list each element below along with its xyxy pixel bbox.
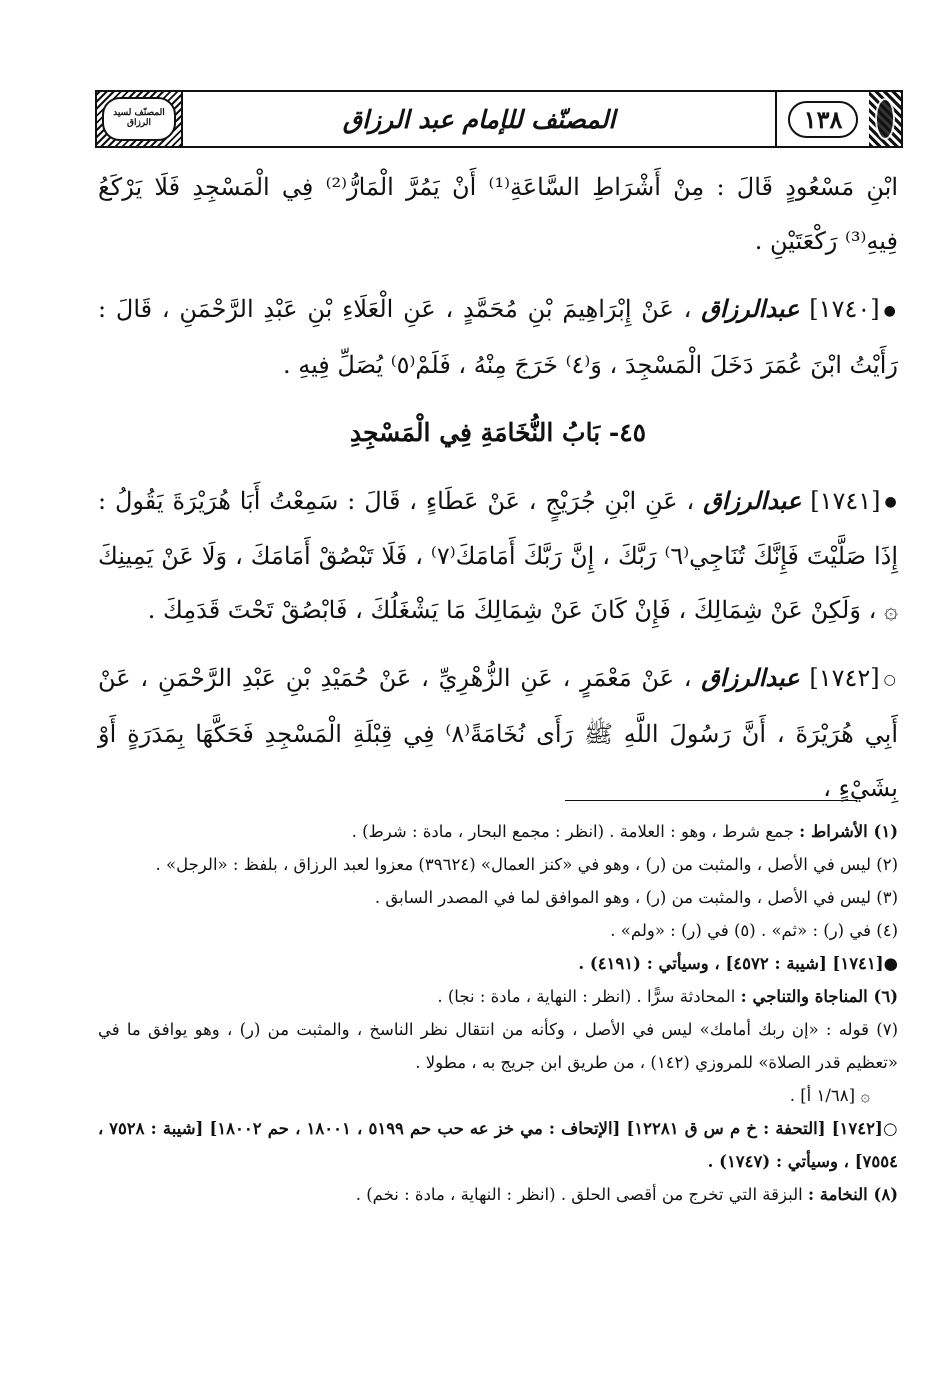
footnote-6 bbox=[98, 980, 898, 1013]
header-title-box bbox=[181, 92, 777, 146]
footnote-text: جمع شرط ، وهو : العلامة . (انظر : مجمع البحار ، مادة : شرط) . bbox=[351, 822, 794, 841]
footnote-1 bbox=[98, 815, 898, 848]
hadith-text: ، عَنِ ابْنِ جُرَيْجٍ ، عَنْ عَطَاءٍ ، قَالَ : سَمِعْتُ أَبَا هُرَيْرَةَ يَقُولُ : إِذَا صَلَّيْتَ فَإِنَّكَ تُنَاجِي⁽٦⁾ رَبَّكَ ، إِنَّ رَبَّكَ أَمَامَكَ⁽٧⁾ ، فَلَا تَبْصُقْ أَمَامَكَ ، وَلَا عَنْ يَمِينِكَ ۞ ، وَلَكِنْ عَنْ شِمَالِكَ ، فَإِنْ كَانَ عَنْ شِمَالِكَ مَا يَشْغَلُكَ ، فَابْصُقْ تَحْتَ قَدَمِكَ . bbox=[98, 486, 899, 624]
page-number: ١٣٨ bbox=[788, 101, 859, 138]
bullet-marker: ○ bbox=[883, 671, 898, 688]
header-seal bbox=[97, 92, 181, 146]
page-header bbox=[95, 90, 903, 148]
hadith-number: [١٧٤٢] bbox=[809, 664, 880, 692]
footnote-term: (١) الأشراط : bbox=[799, 822, 898, 841]
hadith-number: [١٧٤٠] bbox=[809, 295, 880, 323]
narrator-name: عبدالرزاق bbox=[701, 294, 800, 323]
book-title: المصنّف للإمام عبد الرزاق bbox=[342, 104, 616, 134]
seal-logo: المصنّف لسيد الرزاق bbox=[102, 97, 176, 141]
narrator-name: عبدالرزاق bbox=[703, 485, 802, 515]
chapter-heading: ٤٥- بَابُ النُّخَامَةِ فِي الْمَسْجِدِ bbox=[349, 417, 647, 447]
footnote-text: البزقة التي تخرج من أقصى الحلق . (انظر : النهاية ، مادة : نخم) . bbox=[355, 1185, 803, 1204]
hadith-number: [١٧٤١] bbox=[810, 486, 881, 515]
takhrij-1742: ○[١٧٤٢] [التحفة : خ م س ق ١٢٢٨١] [الإتحاف : مي خز عه حب حم ٥١٩٩ ، ١٨٠٠١ ، حم ١٨٠٠٢] [شيبة : ٧٥٢٨ ، ٧٥٥٤] ، وسيأتي : (١٧٤٧) . bbox=[98, 1119, 898, 1171]
footnote-term: (٨) النخامة : bbox=[807, 1185, 898, 1204]
takhrij-1741: ●[١٧٤١] [شيبة : ٤٥٧٢] ، وسيأتي : (٤١٩١) . bbox=[578, 954, 898, 973]
header-ornament-right bbox=[869, 92, 901, 146]
footnote-4: (٤) في (ر) : «ثم» . bbox=[760, 921, 898, 940]
hadith-1741 bbox=[98, 474, 898, 638]
footnote-3: (٣) ليس في الأصل ، والمثبت من (ر) ، وهو الموافق لما في المصدر السابق . bbox=[374, 888, 898, 907]
hadith-1740 bbox=[98, 282, 898, 392]
hadith-text: ، عَنْ إِبْرَاهِيمَ بْنِ مُحَمَّدٍ ، عَنِ الْعَلَاءِ بْنِ عَبْدِ الرَّحْمَنِ ، قَالَ : رَأَيْتُ ابْنَ عُمَرَ دَخَلَ الْمَسْجِدَ ، وَ⁽٤⁾ خَرَجَ مِنْهُ ، فَلَمْ⁽٥⁾ يُصَلِّ فِيهِ . bbox=[98, 295, 898, 379]
paragraph-continuation: ابْنِ مَسْعُودٍ قَالَ : مِنْ أَشْرَاطِ السَّاعَةِ⁽¹⁾ أَنْ يَمُرَّ الْمَارُّ⁽²⁾ فِي الْمَسْجِدِ فَلَا يَرْكَعُ فِيهِ⁽³⁾ رَكْعَتَيْنِ . bbox=[98, 173, 899, 255]
narrator-name: عبدالرزاق bbox=[701, 663, 800, 692]
footnote-term: (٦) المناجاة والتناجي : bbox=[740, 987, 898, 1006]
footnotes bbox=[98, 815, 898, 1211]
footnote-5: (٥) في (ر) : «ولم» . bbox=[610, 921, 756, 940]
main-text bbox=[98, 160, 898, 815]
hadith-1742 bbox=[98, 651, 898, 815]
bullet-marker: ● bbox=[883, 302, 898, 319]
footnote-8 bbox=[98, 1178, 898, 1211]
footnote-2: (٢) ليس في الأصل ، والمثبت من (ر) ، وهو في «كنز العمال» (٣٩٦٢٤) معزوا لعبد الرزاق ، بلفظ : «الرجل» . bbox=[155, 855, 898, 874]
bullet-marker: ● bbox=[884, 494, 898, 510]
page-number-box bbox=[777, 92, 869, 146]
footnote-text: المحادثة سرًّا . (انظر : النهاية ، مادة : نجا) . bbox=[437, 987, 736, 1006]
footnote-7: (٧) قوله : «إن ربك أمامك» ليس في الأصل ، وكأنه من انتقال نظر الناسخ ، والمثبت من (ر) ، وهو يوافق ما في «تعظيم قدر الصلاة» للمروزي (١٤٢) ، من طريق ابن جريج به ، مطولا . bbox=[98, 1020, 898, 1072]
folio-marker: ۞ [١/٦٨ أ] . bbox=[789, 1086, 870, 1105]
footnotes-4-5 bbox=[98, 914, 898, 947]
hadith-text: ، عَنْ مَعْمَرٍ ، عَنِ الزُّهْرِيِّ ، عَنْ حُمَيْدِ بْنِ عَبْدِ الرَّحْمَنِ ، عَنْ أَبِي هُرَيْرَةَ ، أَنَّ رَسُولَ اللَّهِ ﷺ رَأَى نُخَامَةً⁽٨⁾ فِي قِبْلَةِ الْمَسْجِدِ فَحَكَّهَا بِمَدَرَةٍ أَوْ بِشَيْءٍ ، bbox=[98, 664, 898, 802]
footnote-divider bbox=[565, 800, 857, 801]
